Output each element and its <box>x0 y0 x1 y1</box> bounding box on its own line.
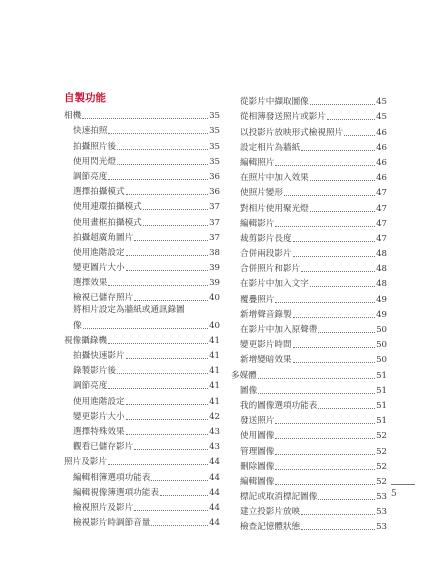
dot-leader <box>117 149 208 150</box>
toc-entry <box>64 258 220 273</box>
toc-entry-page: 41 <box>209 335 220 346</box>
toc-entry <box>64 288 220 303</box>
toc-entry-page: 37 <box>209 232 220 243</box>
toc-entry-page: 50 <box>376 340 387 351</box>
toc-entry-page: 52 <box>376 431 387 442</box>
toc-entry <box>231 396 387 411</box>
toc-entry <box>64 228 220 243</box>
toc-entry-text: 檢查記憶體狀態 <box>240 522 301 533</box>
dot-leader <box>134 240 208 241</box>
toc-entry <box>231 350 387 365</box>
toc-entry-text: 視像攝錄機 <box>64 335 107 346</box>
toc-entry-page: 52 <box>376 446 387 457</box>
toc-entry <box>231 502 387 517</box>
dot-leader <box>83 328 208 329</box>
toc-entry-text: 使用圖像 <box>240 431 275 442</box>
dot-leader <box>126 404 208 405</box>
toc-entry <box>231 472 387 487</box>
toc-entry <box>231 274 387 289</box>
toc-entry-text: 我的圖像選項功能表 <box>240 400 318 411</box>
toc-entry-text: 編輯相簿選項功能表 <box>73 472 151 483</box>
toc-entry-text: 編輯視像簿選項功能表 <box>73 487 159 498</box>
toc-entry-page: 35 <box>209 126 220 137</box>
toc-entry-text: 檢視影片時調節音量 <box>73 518 151 529</box>
toc-entry <box>64 407 220 422</box>
toc-entry-page: 46 <box>376 173 387 184</box>
toc-entry-text: 使用畫框拍攝模式 <box>73 217 142 228</box>
toc-entry-text: 編輯圖像 <box>240 476 275 487</box>
toc-entry-text: 從影片中擷取圖像 <box>240 97 309 108</box>
dot-leader <box>293 347 375 348</box>
dot-leader <box>151 480 208 481</box>
toc-entry-page: 44 <box>209 518 220 529</box>
toc-entry-text: 刪除圖像 <box>240 461 275 472</box>
toc-entry-text: 使用進階設定 <box>73 247 125 258</box>
toc-entry-text: 拍攝超廣角圖片 <box>73 232 134 243</box>
toc-entry-page: 45 <box>376 97 387 108</box>
dot-leader <box>108 285 208 286</box>
toc-entry-page: 49 <box>376 309 387 320</box>
toc-entry <box>64 452 220 467</box>
toc-entry-text: 對相片使用聚光燈 <box>240 203 309 214</box>
dot-leader <box>301 271 375 272</box>
toc-entry-text: 變更影片大小 <box>73 411 125 422</box>
toc-entry-page: 44 <box>209 457 220 468</box>
toc-entry <box>231 138 387 153</box>
toc-entry-text: 像 <box>73 320 82 331</box>
dot-leader <box>126 194 208 195</box>
dot-leader <box>344 135 375 136</box>
toc-entry <box>64 152 220 167</box>
toc-entry-page: 35 <box>209 141 220 152</box>
toc-entry <box>64 437 220 452</box>
toc-entry-text: 變更圖片大小 <box>73 263 125 274</box>
toc-entry <box>64 167 220 182</box>
toc-entry <box>231 365 387 380</box>
toc-entry <box>64 136 220 151</box>
dot-leader <box>126 434 208 435</box>
toc-entry <box>64 182 220 197</box>
dot-leader <box>151 525 208 526</box>
toc-entry-page: 48 <box>376 249 387 260</box>
toc-entry-page: 47 <box>376 188 387 199</box>
dot-leader <box>293 256 375 257</box>
toc-entry <box>64 243 220 258</box>
toc-entry <box>64 483 220 498</box>
toc-entry-page: 40 <box>209 293 220 304</box>
toc-entry <box>64 197 220 212</box>
toc-entry-text: 錄製影片後 <box>73 366 116 377</box>
toc-entry <box>231 320 387 335</box>
toc-entry <box>231 426 387 441</box>
toc-entry-page: 43 <box>209 426 220 437</box>
toc-entry-text: 從相簿發送照片或影片 <box>240 112 326 123</box>
toc-entry <box>64 498 220 513</box>
toc-entry-text: 相機 <box>64 111 82 122</box>
dot-leader <box>126 255 208 256</box>
toc-entry-page: 48 <box>376 279 387 290</box>
toc-entry-text: 拍攝照片後 <box>73 141 116 152</box>
toc-entry <box>231 183 387 198</box>
toc-entry-page: 43 <box>209 442 220 453</box>
dot-leader <box>117 373 208 374</box>
toc-entry-text: 在影片中加入文字 <box>240 279 309 290</box>
toc-entry-page: 41 <box>209 396 220 407</box>
toc-entry-page: 42 <box>209 411 220 422</box>
toc-entry <box>231 487 387 502</box>
toc-entry-page: 47 <box>376 233 387 244</box>
toc-entry-page: 46 <box>376 142 387 153</box>
dot-leader <box>318 332 375 333</box>
toc-entry <box>64 212 220 227</box>
dot-leader <box>293 317 375 318</box>
dot-leader <box>258 378 375 379</box>
toc-entry <box>64 121 220 136</box>
toc-entry <box>64 422 220 437</box>
toc-entry <box>231 214 387 229</box>
toc-entry-text: 多媒體 <box>231 370 257 381</box>
dot-leader <box>275 484 375 485</box>
toc-entry-text: 將相片設定為牆紙或通訊錄圖 <box>73 305 185 316</box>
toc-list-left <box>64 106 220 528</box>
toc-entry-text: 調節亮度 <box>73 381 108 392</box>
toc-entry-text: 編輯影片 <box>240 218 275 229</box>
toc-entry-page: 44 <box>209 487 220 498</box>
toc-list-right <box>231 92 387 532</box>
toc-entry-text: 照片及影片 <box>64 457 107 468</box>
toc-entry <box>64 361 220 376</box>
toc-entry <box>231 517 387 532</box>
toc-entry <box>231 229 387 244</box>
toc-entry-page: 37 <box>209 217 220 228</box>
toc-entry-page: 45 <box>376 112 387 123</box>
toc-entry <box>64 391 220 406</box>
toc-entry-page: 51 <box>376 416 387 427</box>
toc-entry-page: 44 <box>209 502 220 513</box>
toc-entry <box>64 376 220 391</box>
toc-entry <box>231 122 387 137</box>
toc-entry-text: 發送照片 <box>240 416 275 427</box>
dot-leader <box>284 195 375 196</box>
toc-entry <box>64 513 220 528</box>
dot-leader <box>310 211 375 212</box>
toc-entry-text: 管理圖像 <box>240 446 275 457</box>
toc-right-column <box>231 92 387 532</box>
dot-leader <box>318 499 375 500</box>
toc-entry-text: 使用閃光燈 <box>73 156 116 167</box>
dot-leader <box>310 180 375 181</box>
dot-leader <box>117 164 208 165</box>
toc-entry <box>231 168 387 183</box>
toc-entry-page: 39 <box>209 278 220 289</box>
toc-entry-page: 35 <box>209 156 220 167</box>
dot-leader <box>126 270 208 271</box>
toc-entry <box>231 335 387 350</box>
toc-entry-text: 裁剪影片長度 <box>240 233 292 244</box>
section-title: 自製功能 <box>64 92 106 104</box>
toc-entry-page: 41 <box>209 366 220 377</box>
toc-entry-page: 44 <box>209 472 220 483</box>
toc-left-column <box>64 92 220 528</box>
toc-entry-page: 36 <box>209 171 220 182</box>
toc-entry <box>231 441 387 456</box>
dot-leader <box>134 449 208 450</box>
toc-entry-text: 使照片變形 <box>240 188 283 199</box>
dot-leader <box>134 300 208 301</box>
toc-entry-text: 合併照片和影片 <box>240 264 301 275</box>
toc-entry <box>64 106 220 121</box>
toc-entry-page: 36 <box>209 187 220 198</box>
dot-leader <box>275 165 375 166</box>
toc-entry-page: 52 <box>376 476 387 487</box>
dot-leader <box>275 226 375 227</box>
dot-leader <box>327 119 375 120</box>
toc-entry-page: 53 <box>376 492 387 503</box>
toc-entry-text: 使用進階設定 <box>73 396 125 407</box>
toc-entry-page: 49 <box>376 294 387 305</box>
toc-entry-page: 47 <box>376 218 387 229</box>
toc-entry <box>231 92 387 107</box>
toc-entry <box>231 153 387 168</box>
dot-leader <box>143 225 208 226</box>
toc-entry <box>64 273 220 288</box>
dot-leader <box>108 388 208 389</box>
toc-entry-page: 35 <box>209 111 220 122</box>
dot-leader <box>310 104 375 105</box>
toc-entry <box>231 305 387 320</box>
page-number: 5 <box>391 484 415 499</box>
dot-leader <box>258 393 375 394</box>
toc-entry <box>231 289 387 304</box>
dot-leader <box>143 209 208 210</box>
toc-entry-page: 53 <box>376 522 387 533</box>
toc-entry-page: 47 <box>376 203 387 214</box>
toc-entry-page: 38 <box>209 247 220 258</box>
dot-leader <box>301 529 375 530</box>
toc-entry-page: 37 <box>209 202 220 213</box>
toc-entry <box>231 457 387 472</box>
toc-entry-page: 41 <box>209 381 220 392</box>
toc-entry <box>64 346 220 361</box>
toc-entry-text: 合併兩段影片 <box>240 249 292 260</box>
toc-entry-page: 53 <box>376 507 387 518</box>
toc-entry-text: 拍攝快速影片 <box>73 351 125 361</box>
toc-entry <box>64 331 220 346</box>
toc-entry <box>231 244 387 259</box>
toc-entry-page: 39 <box>209 263 220 274</box>
toc-entry <box>64 467 220 482</box>
toc-entry-text: 變更影片時間 <box>240 340 292 351</box>
toc-entry <box>231 259 387 274</box>
toc-entry-text: 選擇特殊效果 <box>73 426 125 437</box>
dot-leader <box>134 510 208 511</box>
toc-entry-page: 40 <box>209 320 220 331</box>
toc-entry-page: 51 <box>376 400 387 411</box>
toc-entry-text: 編輯照片 <box>240 157 275 168</box>
toc-entry-text: 設定相片為牆紙 <box>240 142 301 153</box>
toc-entry-text: 標記或取消標記圖像 <box>240 492 318 503</box>
toc-entry-page: 46 <box>376 157 387 168</box>
toc-entry <box>64 303 220 315</box>
toc-entry-text: 調節亮度 <box>73 171 108 182</box>
toc-entry-page: 52 <box>376 461 387 472</box>
toc-entry-text: 以投影片放映形式檢視照片 <box>240 127 344 138</box>
dot-leader <box>108 133 208 134</box>
toc-entry-page: 50 <box>376 325 387 335</box>
toc-entry-page: 48 <box>376 264 387 275</box>
dot-leader <box>275 438 375 439</box>
toc-entry-page: 51 <box>376 385 387 396</box>
dot-leader <box>108 179 208 180</box>
dot-leader <box>301 150 375 151</box>
dot-leader <box>108 343 208 344</box>
dot-leader <box>108 464 208 465</box>
toc-entry-text: 圖像 <box>240 385 258 396</box>
toc-entry-text: 觀看已儲存影片 <box>73 442 134 453</box>
toc-entry-text: 選擇拍攝模式 <box>73 187 125 198</box>
dot-leader <box>126 358 208 359</box>
toc-entry-page: 51 <box>376 370 387 381</box>
toc-entry-text: 新增變暗效果 <box>240 355 292 366</box>
toc-entry-text: 在照片中加入效果 <box>240 173 309 184</box>
toc-entry-text: 檢視已儲存照片 <box>73 293 134 304</box>
dot-leader <box>275 302 375 303</box>
toc-entry-text: 使用連環拍攝模式 <box>73 202 142 213</box>
toc-entry-text: 覆疊照片 <box>240 294 275 305</box>
dot-leader <box>310 286 375 287</box>
dot-leader <box>318 408 375 409</box>
toc-entry-text: 快速拍照 <box>73 126 108 137</box>
toc-entry <box>231 411 387 426</box>
toc-entry-text: 建立投影片放映 <box>240 507 301 518</box>
toc-entry-text: 在影片中加入原聲帶 <box>240 325 318 335</box>
dot-leader <box>301 514 375 515</box>
toc-entry <box>231 381 387 396</box>
toc-entry <box>231 107 387 122</box>
toc-entry-text: 檢視照片及影片 <box>73 502 134 513</box>
dot-leader <box>82 118 208 119</box>
toc-entry <box>231 198 387 213</box>
toc-entry-text: 新增聲音錄製 <box>240 309 292 320</box>
dot-leader <box>293 241 375 242</box>
toc-entry-page: 41 <box>209 351 220 361</box>
toc-entry <box>64 315 220 330</box>
dot-leader <box>293 362 375 363</box>
dot-leader <box>275 469 375 470</box>
toc-entry-page: 50 <box>376 355 387 366</box>
toc-entry-page: 46 <box>376 127 387 138</box>
dot-leader <box>126 419 208 420</box>
dot-leader <box>160 495 208 496</box>
toc-entry-text: 選擇效果 <box>73 278 108 289</box>
dot-leader <box>275 454 375 455</box>
dot-leader <box>275 423 375 424</box>
